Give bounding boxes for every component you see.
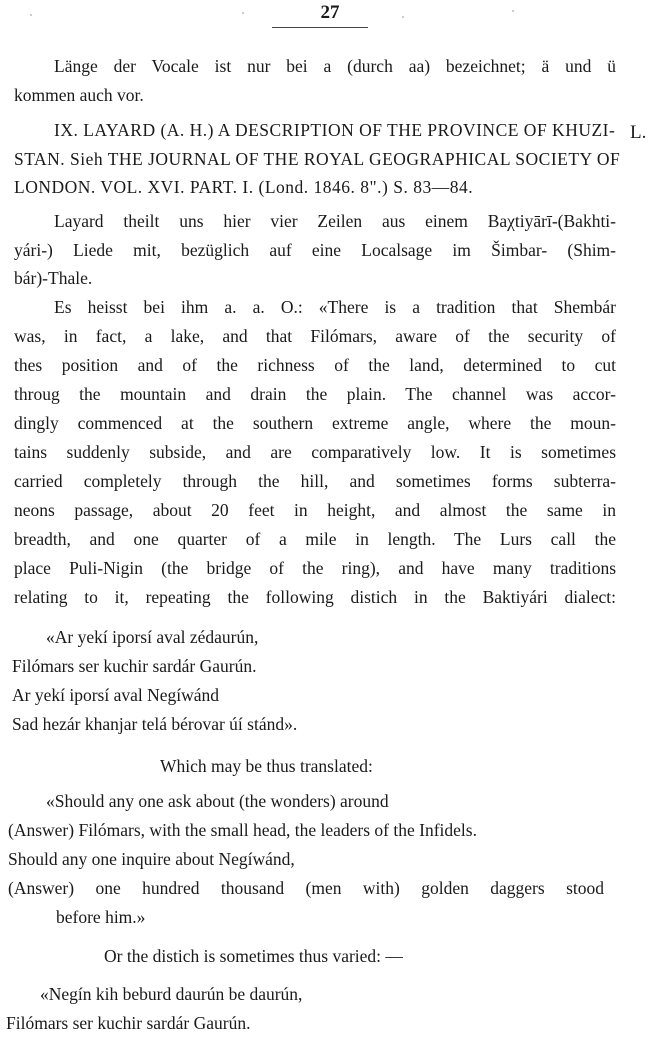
margin-note: L. (630, 122, 647, 143)
verse-line: «Ar yekí iporsí aval zédaurún, (46, 627, 259, 647)
text-line: was, in fact, a lake, and that Filómars, aware of the security of (14, 326, 616, 346)
text-line: throug the mountain and drain the plain. The channel was accor- (14, 384, 616, 404)
section-line: Or the distich is sometimes thus varied: — (104, 946, 403, 966)
verse-line: Sad hezár khanjar telá bérovar úí stánd». (12, 714, 298, 734)
translation-line: Should any one inquire about Negíwánd, (8, 849, 295, 869)
scan-speck (30, 14, 32, 16)
verse-line: Ar yekí iporsí aval Negíwánd (12, 685, 220, 705)
verse-line: «Negín kih beburd daurún be daurún, (40, 984, 303, 1004)
scan-speck (402, 16, 404, 18)
text-line: kommen auch vor. (14, 85, 144, 105)
text-line: neons passage, about 20 feet in height, and almost the same in (14, 500, 616, 520)
text-line: relating to it, repeating the following distich in the Baktiyári dialect: (14, 587, 616, 607)
text-line: Es heisst bei ihm a. a. O.: «There is a tradition that Shembár (54, 297, 616, 317)
text-line: Länge der Vocale ist nur bei a (durch aa) bezeichnet; ä und ü (54, 56, 616, 76)
page-number: 27 (320, 2, 340, 23)
text-line: STAN. Sieh THE JOURNAL OF THE ROYAL GEOGRAPHICAL SOCIETY OF (14, 149, 621, 169)
translation-line: (Answer) Filómars, with the small head, the leaders of the Infidels. (8, 820, 477, 840)
text-line: yári-) Liede mit, bezüglich auf eine Localsage im Šimbar- (Shim- (14, 240, 616, 260)
text-line: tains suddenly subside, and are comparatively low. It is sometimes (14, 442, 616, 462)
text-line: Layard theilt uns hier vier Zeilen aus einem Baχtiyārī-(Bakhti- (54, 211, 616, 231)
text-line: IX. LAYARD (A. H.) A DESCRIPTION OF THE PROVINCE OF KHUZI- (54, 120, 616, 140)
text-line: thes position and of the richness of the land, determined to cut (14, 355, 616, 375)
text-line: dingly commenced at the southern extreme angle, where the moun- (14, 413, 616, 433)
scan-speck (242, 12, 244, 14)
verse-line: Filómars ser kuchir sardár Gaurún. (6, 1013, 251, 1033)
text-line: bár)-Thale. (14, 268, 93, 288)
verse-line: Filómars ser kuchir sardár Gaurún. (12, 656, 257, 676)
section-line: Which may be thus translated: (160, 756, 373, 776)
scan-speck (512, 10, 514, 12)
translation-line: before him.» (56, 907, 146, 927)
text-line: carried completely through the hill, and sometimes forms subterra- (14, 471, 616, 491)
page-number-rule (272, 27, 368, 28)
translation-line: «Should any one ask about (the wonders) around (46, 791, 389, 811)
text-line: breadth, and one quarter of a mile in length. The Lurs call the (14, 529, 616, 549)
translation-line: (Answer) one hundred thousand (men with) golden daggers stood (8, 878, 604, 898)
text-line: LONDON. VOL. XVI. PART. I. (Lond. 1846. 8".) S. 83—84. (14, 177, 474, 197)
text-line: place Puli-Nigin (the bridge of the ring), and have many traditions (14, 558, 616, 578)
